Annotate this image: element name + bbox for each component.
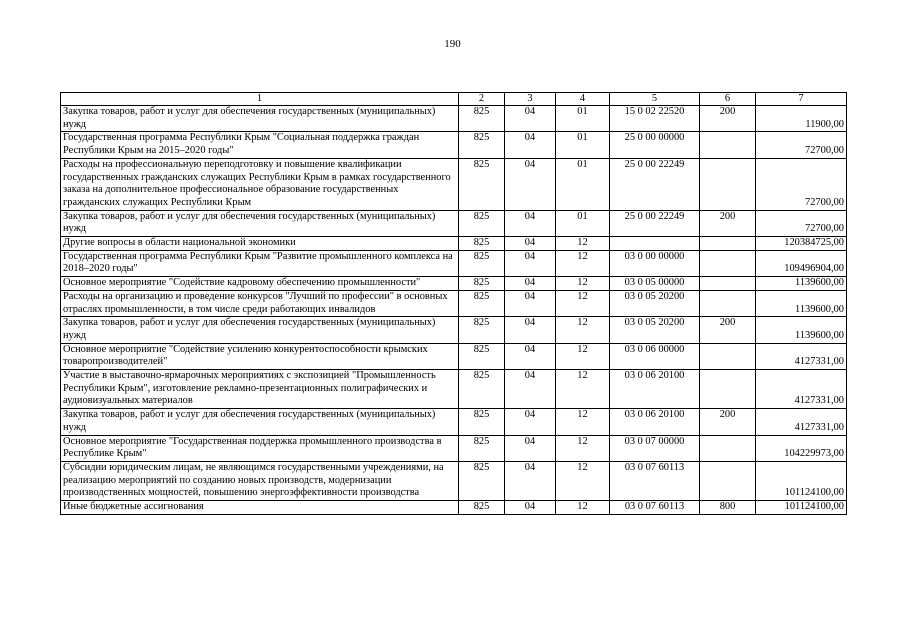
cell-description: Субсидии юридическим лицам, не являющимся государственными учреждениями, на реализацию мероприятий по созданию новых производств, модернизации производственных мощностей, повышению энергоэффективности производства: [61, 461, 459, 500]
cell-description: Другие вопросы в области национальной экономики: [61, 237, 459, 251]
cell-section-code: 04: [505, 343, 556, 369]
cell-target-article: 03 0 07 60113: [610, 501, 700, 515]
cell-amount: 1139600,00: [756, 317, 847, 343]
cell-grbs-code: 825: [459, 250, 505, 276]
cell-amount: 72700,00: [756, 210, 847, 236]
cell-subsection-code: 12: [556, 277, 610, 291]
cell-grbs-code: 825: [459, 370, 505, 409]
cell-subsection-code: 12: [556, 435, 610, 461]
cell-section-code: 04: [505, 277, 556, 291]
cell-subsection-code: 12: [556, 237, 610, 251]
table-row: [61, 106, 847, 132]
page-number: 190: [444, 38, 461, 50]
cell-grbs-code: 825: [459, 237, 505, 251]
budget-table: [60, 92, 847, 515]
cell-subsection-code: 01: [556, 106, 610, 132]
cell-amount: 1139600,00: [756, 290, 847, 316]
cell-target-article: 03 0 05 00000: [610, 277, 700, 291]
cell-amount: 104229973,00: [756, 435, 847, 461]
table-row: [61, 250, 847, 276]
cell-expense-type: [700, 370, 756, 409]
cell-grbs-code: 825: [459, 132, 505, 158]
table-row: [61, 158, 847, 210]
cell-expense-type: [700, 343, 756, 369]
cell-grbs-code: 825: [459, 501, 505, 515]
cell-subsection-code: 01: [556, 210, 610, 236]
cell-expense-type: [700, 290, 756, 316]
cell-description: Основное мероприятие "Государственная поддержка промышленного производства в Республике Крым": [61, 435, 459, 461]
cell-target-article: 25 0 00 22249: [610, 210, 700, 236]
header-cell: 5: [610, 93, 700, 106]
cell-subsection-code: 12: [556, 370, 610, 409]
cell-amount: 4127331,00: [756, 370, 847, 409]
cell-expense-type: [700, 237, 756, 251]
cell-section-code: 04: [505, 210, 556, 236]
cell-section-code: 04: [505, 158, 556, 210]
cell-expense-type: 200: [700, 106, 756, 132]
cell-description: Закупка товаров, работ и услуг для обеспечения государственных (муниципальных) нужд: [61, 106, 459, 132]
cell-grbs-code: 825: [459, 290, 505, 316]
cell-subsection-code: 12: [556, 501, 610, 515]
header-cell: 2: [459, 93, 505, 106]
table-row: [61, 237, 847, 251]
cell-amount: 4127331,00: [756, 409, 847, 435]
cell-amount: 72700,00: [756, 158, 847, 210]
cell-expense-type: [700, 277, 756, 291]
table-row: [61, 210, 847, 236]
cell-amount: 1139600,00: [756, 277, 847, 291]
cell-target-article: 15 0 02 22520: [610, 106, 700, 132]
cell-section-code: 04: [505, 237, 556, 251]
cell-target-article: 25 0 00 00000: [610, 132, 700, 158]
cell-target-article: 25 0 00 22249: [610, 158, 700, 210]
cell-description: Основное мероприятие "Содействие усилению конкурентоспособности крымских товаропроизводителей": [61, 343, 459, 369]
table-row: [61, 343, 847, 369]
cell-target-article: 03 0 06 20100: [610, 370, 700, 409]
cell-amount: 120384725,00: [756, 237, 847, 251]
cell-subsection-code: 12: [556, 290, 610, 316]
cell-section-code: 04: [505, 370, 556, 409]
cell-section-code: 04: [505, 250, 556, 276]
cell-expense-type: [700, 461, 756, 500]
table-row: [61, 461, 847, 500]
table-row: [61, 435, 847, 461]
cell-grbs-code: 825: [459, 277, 505, 291]
cell-grbs-code: 825: [459, 461, 505, 500]
cell-description: Закупка товаров, работ и услуг для обеспечения государственных (муниципальных) нужд: [61, 317, 459, 343]
cell-description: Расходы на профессиональную переподготовку и повышение квалификации государственных гражданских служащих Республики Крым в рамках государственного заказа на дополнительное профессиональное образование государственных гражданских служащих Республики Крым: [61, 158, 459, 210]
table-header-row: [61, 93, 847, 106]
cell-description: Участие в выставочно-ярмарочных мероприятиях с экспозицией "Промышленность Республики Крым", изготовление рекламно-презентационных полиграфических и аудиовизуальных материалов: [61, 370, 459, 409]
cell-target-article: [610, 237, 700, 251]
table-row: [61, 277, 847, 291]
cell-subsection-code: 01: [556, 132, 610, 158]
cell-amount: 11900,00: [756, 106, 847, 132]
cell-grbs-code: 825: [459, 343, 505, 369]
cell-section-code: 04: [505, 132, 556, 158]
cell-section-code: 04: [505, 106, 556, 132]
cell-section-code: 04: [505, 435, 556, 461]
cell-section-code: 04: [505, 409, 556, 435]
cell-target-article: 03 0 07 00000: [610, 435, 700, 461]
cell-expense-type: [700, 132, 756, 158]
header-cell: 3: [505, 93, 556, 106]
cell-description: Государственная программа Республики Крым "Развитие промышленного комплекса на 2018–2020 годы": [61, 250, 459, 276]
cell-target-article: 03 0 05 20200: [610, 290, 700, 316]
table-row: [61, 370, 847, 409]
cell-description: Основное мероприятие "Содействие кадровому обеспечению промышленности": [61, 277, 459, 291]
cell-grbs-code: 825: [459, 409, 505, 435]
cell-expense-type: [700, 435, 756, 461]
cell-section-code: 04: [505, 317, 556, 343]
cell-grbs-code: 825: [459, 317, 505, 343]
cell-description: Закупка товаров, работ и услуг для обеспечения государственных (муниципальных) нужд: [61, 409, 459, 435]
cell-grbs-code: 825: [459, 210, 505, 236]
cell-target-article: 03 0 06 00000: [610, 343, 700, 369]
cell-expense-type: 200: [700, 210, 756, 236]
cell-target-article: 03 0 00 00000: [610, 250, 700, 276]
cell-expense-type: [700, 250, 756, 276]
cell-expense-type: 800: [700, 501, 756, 515]
cell-expense-type: 200: [700, 317, 756, 343]
cell-description: Расходы на организацию и проведение конкурсов "Лучший по профессии" в основных отраслях промышленности, в том числе среди работающих инвалидов: [61, 290, 459, 316]
cell-expense-type: 200: [700, 409, 756, 435]
table-row: [61, 409, 847, 435]
cell-amount: 4127331,00: [756, 343, 847, 369]
cell-subsection-code: 01: [556, 158, 610, 210]
header-cell: 4: [556, 93, 610, 106]
cell-description: Закупка товаров, работ и услуг для обеспечения государственных (муниципальных) нужд: [61, 210, 459, 236]
cell-amount: 101124100,00: [756, 461, 847, 500]
header-cell: 1: [61, 93, 459, 106]
cell-subsection-code: 12: [556, 317, 610, 343]
header-cell: 6: [700, 93, 756, 106]
cell-description: Государственная программа Республики Крым "Социальная поддержка граждан Республики Крым на 2015–2020 годы": [61, 132, 459, 158]
cell-target-article: 03 0 07 60113: [610, 461, 700, 500]
header-cell: 7: [756, 93, 847, 106]
cell-description: Иные бюджетные ассигнования: [61, 501, 459, 515]
table-row: [61, 132, 847, 158]
cell-section-code: 04: [505, 290, 556, 316]
table-row: [61, 290, 847, 316]
cell-section-code: 04: [505, 461, 556, 500]
cell-target-article: 03 0 06 20100: [610, 409, 700, 435]
cell-grbs-code: 825: [459, 106, 505, 132]
cell-section-code: 04: [505, 501, 556, 515]
cell-target-article: 03 0 05 20200: [610, 317, 700, 343]
cell-expense-type: [700, 158, 756, 210]
cell-amount: 101124100,00: [756, 501, 847, 515]
table-row: [61, 501, 847, 515]
cell-subsection-code: 12: [556, 409, 610, 435]
cell-grbs-code: 825: [459, 158, 505, 210]
cell-subsection-code: 12: [556, 343, 610, 369]
cell-subsection-code: 12: [556, 250, 610, 276]
cell-subsection-code: 12: [556, 461, 610, 500]
cell-amount: 109496904,00: [756, 250, 847, 276]
cell-amount: 72700,00: [756, 132, 847, 158]
cell-grbs-code: 825: [459, 435, 505, 461]
table-row: [61, 317, 847, 343]
